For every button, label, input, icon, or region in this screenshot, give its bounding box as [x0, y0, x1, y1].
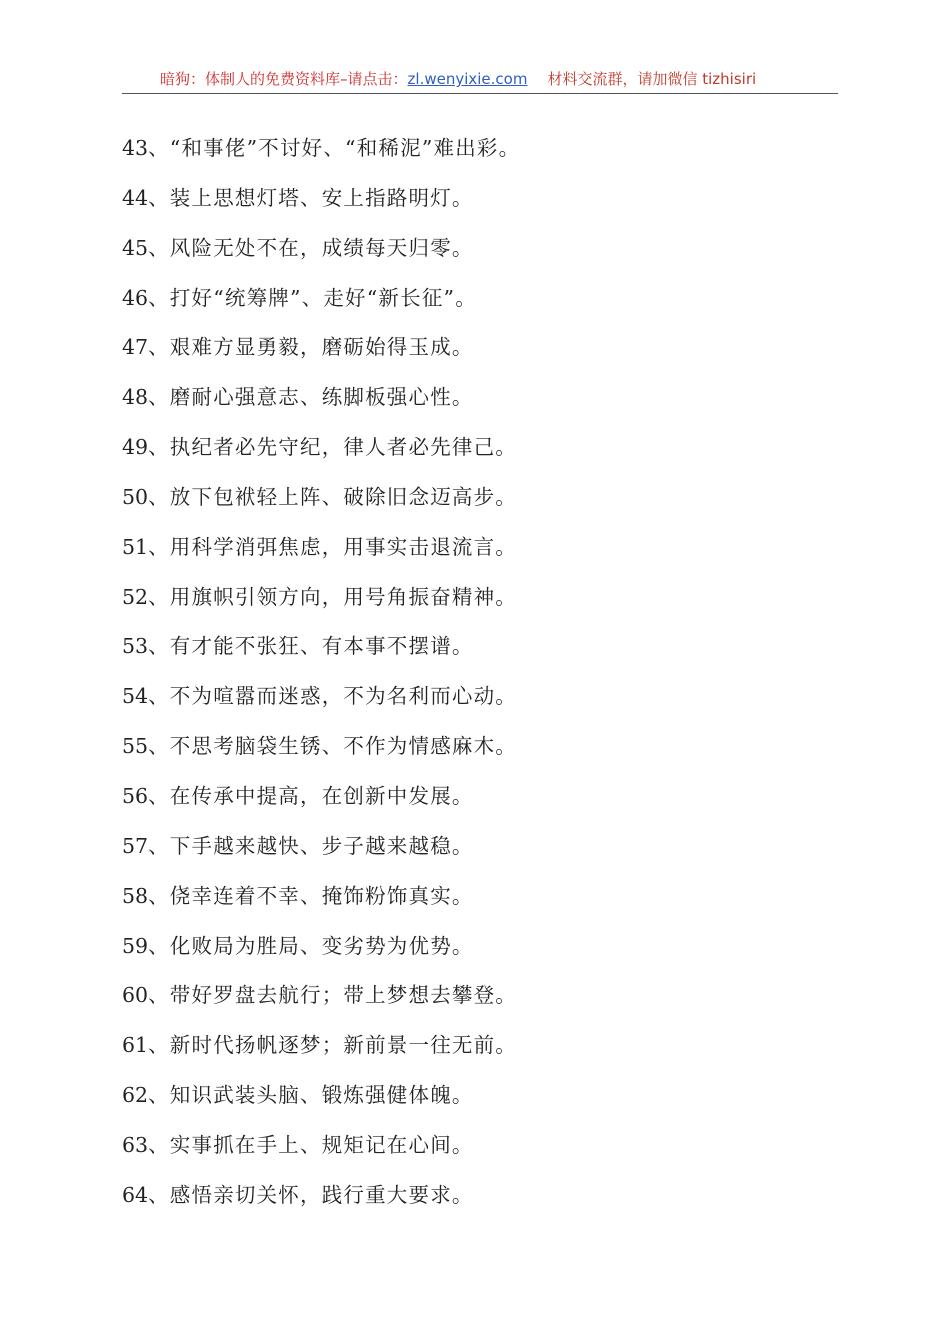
item-number: 52: [122, 584, 149, 609]
list-item: [122, 628, 520, 678]
list-item: [122, 878, 520, 928]
list-item: [122, 728, 520, 778]
list-item: [122, 928, 520, 978]
header-prompt: –请点击：: [340, 70, 408, 88]
list-item: [122, 778, 520, 828]
list-item: [122, 280, 520, 330]
item-text: 、下手越来越快、步子越来越稳。: [148, 833, 474, 858]
item-number: 49: [122, 435, 149, 460]
item-text: 、实事抓在手上、规矩记在心间。: [148, 1132, 474, 1157]
list-item: [122, 1027, 520, 1077]
item-text: 、艰难方显勇毅，磨砺始得玉成。: [148, 335, 474, 360]
item-number: 47: [122, 335, 149, 360]
list-item: [122, 130, 520, 180]
item-text: 、打好“统筹牌”、走好“新长征”。: [148, 285, 477, 310]
item-text: 、知识武装头脑、锻炼强健体魄。: [148, 1083, 474, 1108]
header-text: [160, 70, 756, 88]
list-item: [122, 230, 520, 280]
item-text: 、风险无处不在，成绩每天归零。: [148, 235, 474, 260]
item-number: 43: [122, 136, 149, 160]
item-number: 45: [122, 235, 149, 260]
item-number: 58: [122, 883, 149, 908]
item-text: 、磨耐心强意志、练脚板强心性。: [148, 385, 474, 410]
list-item: [122, 977, 520, 1027]
list-item: [122, 1127, 520, 1177]
list-item: [122, 579, 520, 629]
item-number: 55: [122, 734, 149, 759]
item-text: 、感悟亲切关怀，践行重大要求。: [148, 1182, 474, 1207]
phrase-list: [122, 130, 520, 1227]
list-item: [122, 529, 520, 579]
item-text: 、在传承中提高，在创新中发展。: [148, 783, 474, 808]
item-number: 56: [122, 783, 149, 808]
header-brand: 暗狗：体制人的免费资料库: [160, 70, 341, 88]
item-text: 、不为喧嚣而迷惑，不为名利而心动。: [148, 684, 517, 709]
item-number: 50: [122, 484, 149, 509]
list-item: [122, 828, 520, 878]
item-number: 51: [122, 534, 149, 559]
list-item: [122, 180, 520, 230]
item-number: 53: [122, 634, 149, 659]
page-header: [122, 66, 838, 94]
item-number: 46: [122, 285, 149, 310]
list-item: [122, 329, 520, 379]
item-text: 、装上思想灯塔、安上指路明灯。: [148, 185, 474, 210]
item-text: 、侥幸连着不幸、掩饰粉饰真实。: [148, 883, 474, 908]
item-number: 44: [122, 185, 149, 210]
item-number: 48: [122, 385, 149, 410]
item-number: 62: [122, 1083, 149, 1108]
list-item: [122, 1077, 520, 1127]
list-item: [122, 429, 520, 479]
item-number: 64: [122, 1182, 149, 1207]
item-text: 、新时代扬帆逐梦；新前景一往无前。: [148, 1033, 517, 1058]
item-text: 、用科学消弭焦虑，用事实击退流言。: [148, 534, 517, 559]
item-number: 59: [122, 933, 149, 958]
item-text: 、带好罗盘去航行；带上梦想去攀登。: [148, 983, 517, 1008]
list-item: [122, 379, 520, 429]
item-text: 、执纪者必先守纪，律人者必先律己。: [148, 435, 517, 460]
item-number: 60: [122, 983, 149, 1008]
header-url-link[interactable]: zl.wenyixie.com: [407, 70, 528, 88]
item-text: 、用旗帜引领方向，用号角振奋精神。: [148, 584, 517, 609]
item-text: 、放下包袱轻上阵、破除旧念迈高步。: [148, 484, 517, 509]
list-item: [122, 678, 520, 728]
list-item: [122, 1177, 520, 1227]
header-note: 材料交流群，请加微信 tizhisiri: [547, 70, 757, 88]
item-number: 63: [122, 1132, 149, 1157]
item-text: 、有才能不张狂、有本事不摆谱。: [148, 634, 474, 659]
item-text: 、化败局为胜局、变劣势为优势。: [148, 933, 474, 958]
item-number: 61: [122, 1033, 149, 1058]
item-text: 、不思考脑袋生锈、不作为情感麻木。: [148, 734, 517, 759]
item-text: 、“和事佬”不讨好、“和稀泥”难出彩。: [148, 136, 521, 160]
item-number: 57: [122, 833, 149, 858]
item-number: 54: [122, 684, 149, 709]
list-item: [122, 479, 520, 529]
